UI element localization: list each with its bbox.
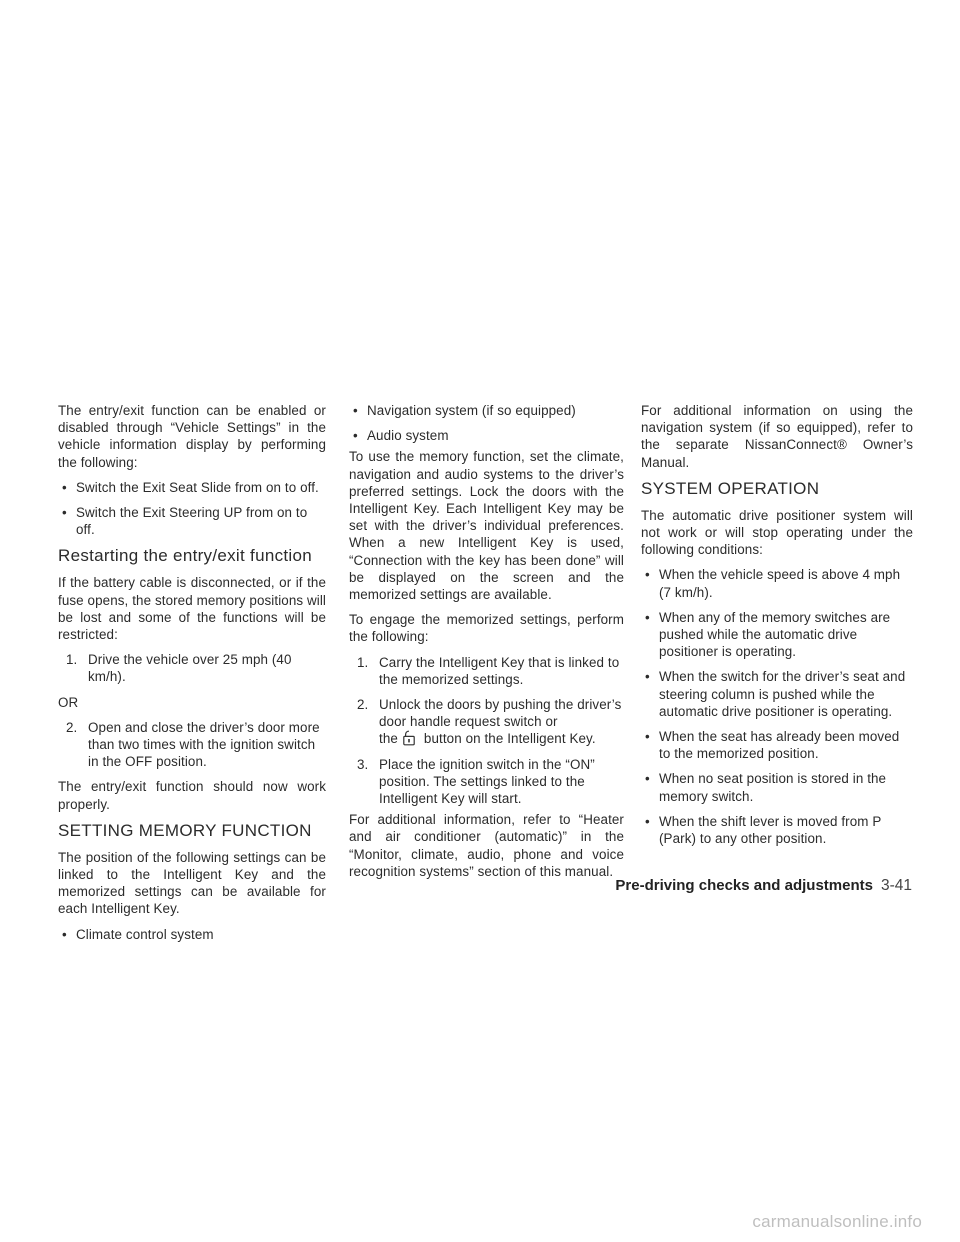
restart-end: The entry/exit function should now work properly. — [58, 779, 326, 812]
system-intro: The automatic drive positioner system will not work or will stop operating under the following conditions: — [641, 507, 913, 558]
engage-step-1-number: 1. — [357, 654, 369, 670]
engage-step-2-text-a: Unlock the doors by pushing the driver’s door handle request switch or — [379, 697, 622, 730]
heading-setting-memory-function: SETTING MEMORY FUNCTION — [58, 820, 312, 840]
engage-step-2-the: the — [379, 731, 398, 747]
bullet-audio-system: • Audio system — [349, 427, 624, 444]
restart-step-2 — [66, 719, 326, 771]
column-right — [641, 402, 913, 855]
condition-memory-switch-pushed: • When any of the memory switches are pushed while the automatic drive positioner is operating. — [641, 609, 913, 661]
bullet-navigation-system: • Navigation system (if so equipped) — [349, 402, 624, 419]
engage-intro: To engage the memorized settings, perform the following: — [349, 612, 624, 645]
column-left — [58, 402, 326, 951]
condition-seat-already-moved: • When the seat has already been moved to the memorized position. — [641, 728, 913, 762]
memory-intro: The position of the following settings can be linked to the Intelligent Key and the memorized settings can be available for each Intelligent Key. — [58, 849, 326, 917]
heading-system-operation: SYSTEM OPERATION — [641, 478, 820, 498]
or-label: OR — [58, 694, 79, 710]
restart-step-1-number: 1. — [66, 652, 78, 668]
condition-seat-steering-switch: • When the switch for the driver’s seat and steering column is pushed while the automatic drive positioner is operating. — [641, 668, 913, 720]
engage-step-3-text: Place the ignition switch in the “ON” position. The settings linked to the Intelligent Key will start. — [379, 756, 595, 807]
engage-step-1-text: Carry the Intelligent Key that is linked to the memorized settings. — [379, 654, 620, 687]
restart-step-1 — [66, 651, 326, 685]
condition-vehicle-speed: • When the vehicle speed is above 4 mph (7 km/h). — [641, 566, 913, 600]
watermark: carmanualsonline.info — [752, 1212, 922, 1231]
bullet-exit-steering-up: • Switch the Exit Steering UP from on to off. — [58, 504, 326, 538]
section-title: Pre-driving checks and adjustments — [615, 877, 873, 894]
bullet-climate-control: • Climate control system — [58, 926, 326, 943]
page-footer — [615, 877, 912, 895]
entry-exit-intro: The entry/exit function can be enabled or disabled through “Vehicle Settings” in the vehicle information display by performing the following: — [58, 403, 326, 470]
restart-step-1-text: Drive the vehicle over 25 mph (40 km/h). — [88, 652, 292, 685]
restart-intro: If the battery cable is disconnected, or if the fuse opens, the stored memory positions will be lost and some of the functions will be restricted: — [58, 575, 326, 643]
memory-use-paragraph: To use the memory function, set the climate, navigation and audio systems to the driver’s preferred settings. Lock the doors with the Intelligent Key. Each Intelligent Key may be set with the driver’s individual preferences. When a new Intelligent Key is used, “Connection with the key has been done” will be displayed on the screen and the memorized settings are available. — [349, 449, 624, 603]
condition-no-seat-stored: • When no seat position is stored in the memory switch. — [641, 770, 913, 804]
heading-restarting-entry-exit: Restarting the entry/exit function — [58, 546, 312, 566]
unlock-key-icon — [402, 730, 416, 746]
condition-shift-lever-moved: • When the shift lever is moved from P (Park) to any other position. — [641, 813, 913, 847]
additional-info-heater: For additional information, refer to “Heater and air conditioner (automatic)” in the “Monitor, climate, audio, phone and voice recognition systems” section of this manual. — [349, 812, 624, 879]
bullet-exit-seat-slide: • Switch the Exit Seat Slide from on to off. — [58, 479, 326, 496]
additional-info-navigation: For additional information on using the navigation system (if so equipped), refer to the separate NissanConnect® Owner’s Manual. — [641, 403, 913, 470]
engage-step-2-number: 2. — [357, 697, 369, 713]
restart-step-2-number: 2. — [66, 719, 78, 735]
engage-step-2-text-b: button on the Intelligent Key. — [423, 731, 596, 747]
engage-step-3 — [357, 756, 624, 808]
column-middle — [349, 402, 624, 888]
engage-step-2 — [357, 696, 624, 748]
page-number: 3-41 — [880, 877, 912, 894]
engage-step-1 — [357, 654, 624, 688]
engage-step-3-number: 3. — [357, 756, 369, 772]
restart-step-2-text: Open and close the driver’s door more than two times with the ignition switch in the OFF position. — [88, 719, 320, 770]
